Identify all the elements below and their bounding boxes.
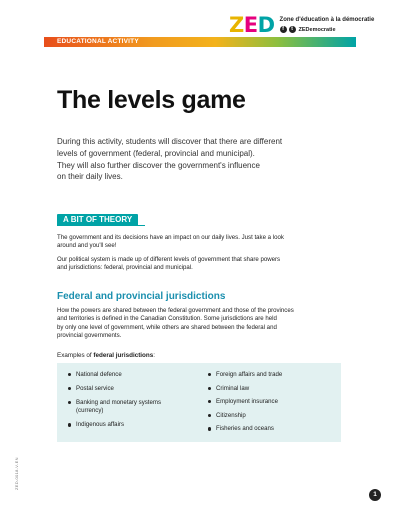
banner-label: EDUCATIONAL ACTIVITY [57, 38, 139, 45]
social-row [280, 26, 375, 33]
text-line: and jurisdictions: federal, provincial and municipal. [57, 264, 193, 272]
federal-jurisdictions-box [57, 363, 341, 442]
text-line: by only one level of government, while others are shared between the federal and [57, 323, 277, 331]
facebook-icon[interactable]: f [280, 26, 287, 33]
text-line: Our political system is made up of different levels of government that share powers [57, 256, 281, 263]
document-code: ZED-0018-V-EN [14, 457, 19, 490]
logo-tagline: Zone d'éducation à la démocratie [279, 17, 375, 23]
theory-paragraph-2 [57, 256, 347, 273]
theory-divider [57, 225, 145, 226]
text-line: How the powers are shared between the federal government and those of the provinces [57, 307, 294, 314]
list-item: Criminal law [206, 385, 282, 393]
intro-line: on their daily lives. [57, 172, 123, 182]
list-item: Indigenous affairs [66, 421, 161, 429]
zed-logo [229, 12, 374, 38]
intro-line: They will also further discover the government's influence [57, 160, 260, 170]
text-line: and territories is defined in the Canadian Constitution. Some jurisdictions are held [57, 315, 277, 323]
list-item: National defence [66, 371, 161, 379]
text-line: The government and its decisions have an impact on our daily lives. Just take a look [57, 234, 284, 241]
text-line: provincial governments. [57, 332, 122, 340]
list-item: Citizenship [206, 412, 282, 420]
theory-heading: A BIT OF THEORY [57, 214, 138, 226]
logo-mark: ZED [229, 13, 275, 37]
section-heading: Federal and provincial jurisdictions [57, 291, 226, 302]
list-item: Postal service [66, 385, 161, 393]
jurisdictions-paragraph [57, 307, 347, 341]
page-number: 1 [369, 489, 381, 501]
list-item: Fisheries and oceans [206, 425, 282, 433]
examples-label: Examples of federal jurisdictions: [57, 352, 155, 359]
page-title: The levels game [57, 86, 246, 114]
list-item: Foreign affairs and trade [206, 371, 282, 379]
intro-line: levels of government (federal, provincial and municipal). [57, 148, 255, 158]
list-item: Banking and monetary systems (currency) [66, 399, 161, 414]
theory-paragraph-1 [57, 234, 347, 251]
list-item: Employment insurance [206, 398, 282, 406]
intro-paragraph [57, 136, 347, 183]
intro-line: During this activity, students will discover that there are different [57, 137, 283, 146]
jurisdictions-list-right [206, 371, 282, 433]
text-line: around and you'll see! [57, 242, 117, 250]
social-handle: ZEDemocratie [298, 26, 336, 33]
activity-banner [44, 37, 356, 47]
twitter-icon[interactable]: t [289, 26, 296, 33]
jurisdictions-list-left [66, 371, 161, 429]
